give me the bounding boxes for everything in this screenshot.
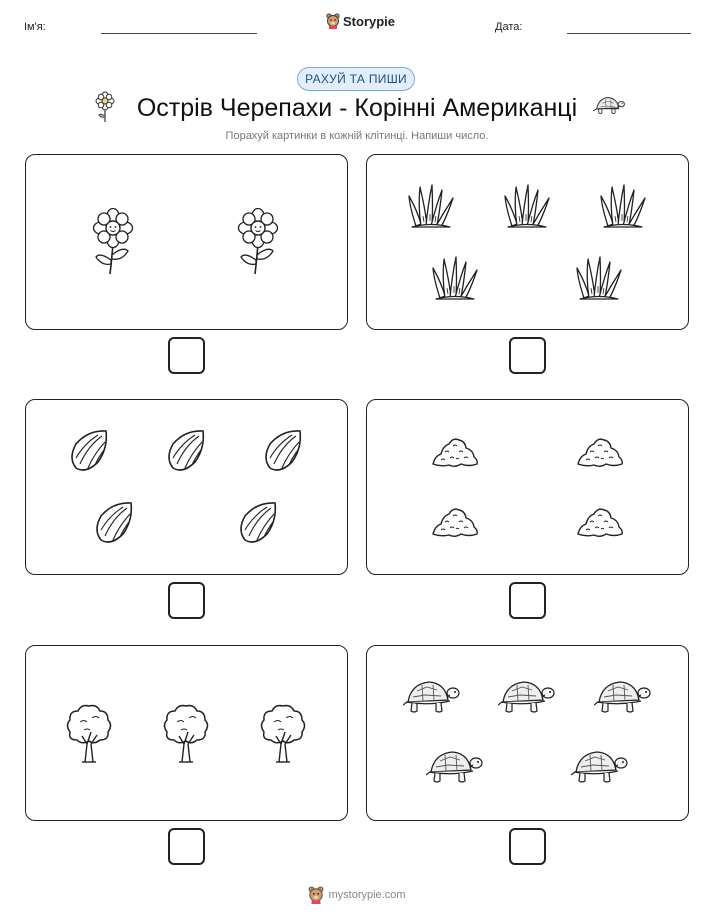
seed-icon (165, 428, 209, 474)
mound-icon (431, 434, 479, 468)
bear-icon (308, 886, 324, 904)
brand-logo (326, 13, 395, 29)
date-field[interactable] (567, 33, 691, 34)
seed-icon (262, 428, 306, 474)
mound-icon (576, 504, 624, 538)
bear-icon (326, 13, 340, 29)
worksheet-title: Острів Черепахи - Корінні Американці (136, 94, 578, 122)
mound-icon (431, 504, 479, 538)
answer-box-3[interactable] (168, 582, 205, 619)
answer-box-4[interactable] (509, 582, 546, 619)
flower-icon (237, 208, 279, 276)
answer-box-1[interactable] (168, 337, 205, 374)
activity-badge: РАХУЙ ТА ПИШИ (297, 67, 415, 91)
seed-icon (237, 500, 281, 546)
grass-icon (504, 184, 550, 230)
grass-icon (576, 256, 622, 302)
flower-icon (92, 208, 134, 276)
turtle-icon (426, 748, 484, 786)
counting-panel-1 (25, 154, 348, 330)
turtle-icon (403, 678, 461, 716)
turtle-icon (571, 748, 629, 786)
answer-box-2[interactable] (509, 337, 546, 374)
seed-icon (93, 500, 137, 546)
counting-panel-4 (366, 399, 689, 575)
answer-box-6[interactable] (509, 828, 546, 865)
tree-icon (258, 702, 308, 764)
grass-icon (432, 256, 478, 302)
turtle-icon (593, 95, 625, 117)
name-field[interactable] (101, 33, 257, 34)
counting-panel-3 (25, 399, 348, 575)
brand-name: Storypie (343, 13, 396, 29)
grass-icon (600, 184, 646, 230)
footer (0, 886, 714, 904)
tree-icon (64, 702, 114, 764)
seed-icon (68, 428, 112, 474)
counting-panel-2 (366, 154, 689, 330)
mound-icon (576, 434, 624, 468)
footer-site: mystorypie.com (328, 889, 406, 901)
name-label: Ім'я: (24, 21, 46, 33)
grass-icon (408, 184, 454, 230)
worksheet-header (0, 0, 714, 44)
instructions: Порахуй картинки в кожній клітинці. Напиши число. (225, 130, 489, 142)
turtle-icon (498, 678, 556, 716)
counting-panel-6 (366, 645, 689, 821)
answer-box-5[interactable] (168, 828, 205, 865)
tree-icon (161, 702, 211, 764)
date-label: Дата: (495, 21, 523, 33)
turtle-icon (594, 678, 652, 716)
